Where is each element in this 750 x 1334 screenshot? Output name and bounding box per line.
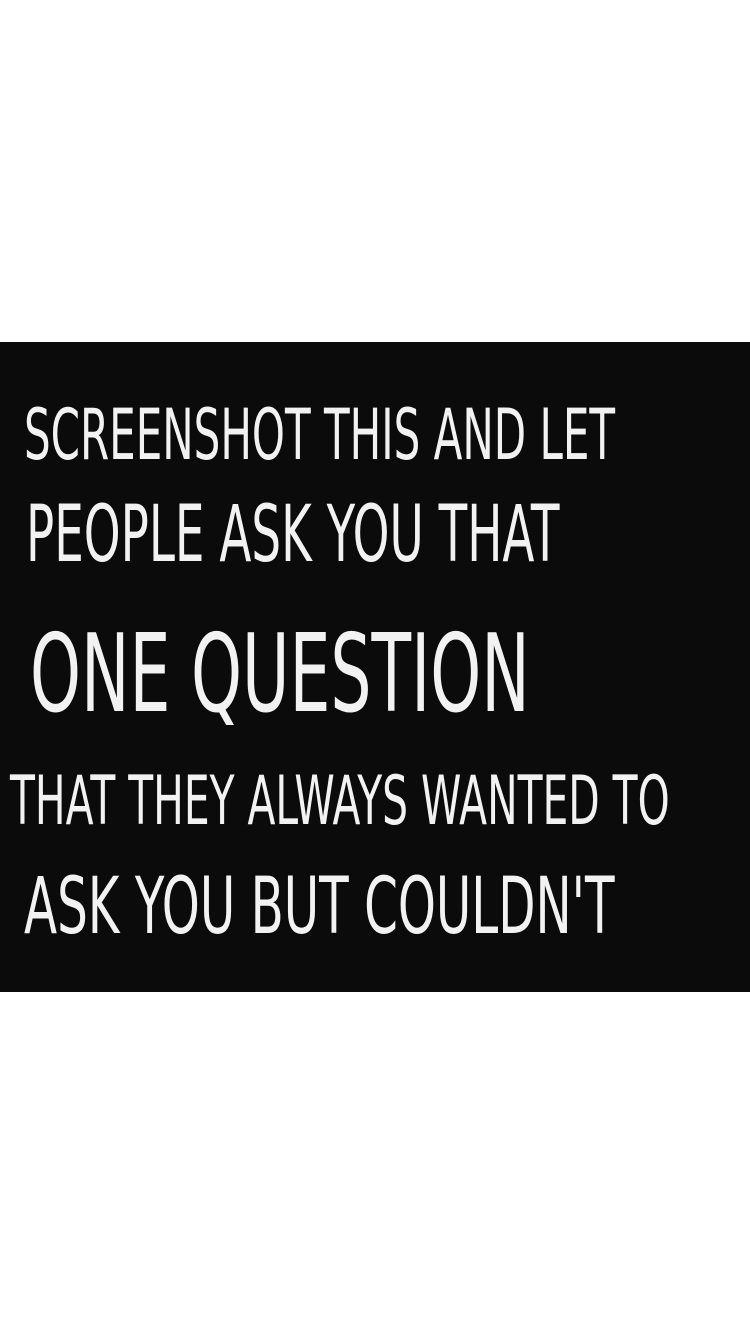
poster-line-4: THAT THEY ALWAYS WANTED TO	[10, 762, 670, 841]
poster-line-2: PEOPLE ASK YOU THAT	[26, 490, 560, 580]
text-poster	[0, 342, 750, 992]
poster-line-3-emphasis: ONE QUESTION	[30, 612, 530, 737]
poster-line-5: ASK YOU BUT COULDN'T	[24, 862, 615, 952]
poster-line-1: SCREENSHOT THIS AND LET	[24, 394, 616, 476]
